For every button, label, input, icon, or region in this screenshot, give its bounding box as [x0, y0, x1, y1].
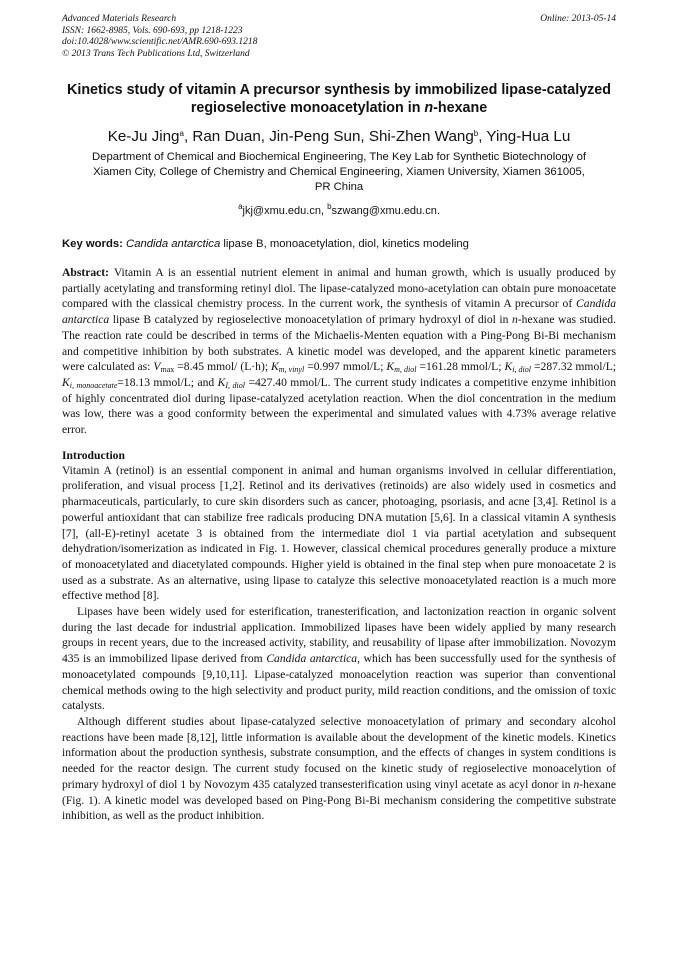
para3-italic: n	[573, 777, 580, 791]
journal-name: Advanced Materials Research	[62, 14, 177, 24]
title-main: Kinetics study of vitamin A precursor synthesis by immobilized lipase-catalyzed regioselective monoacetylation in	[67, 82, 611, 116]
affiliation-line-1: Department of Chemical and Biochemical Engineering, The Key Lab for Synthetic Biotechnology of	[92, 151, 586, 163]
introduction-heading: Introduction	[62, 448, 125, 462]
ki-diol-symbol: K	[504, 360, 513, 374]
copyright-line: © 2013 Trans Tech Publications Ltd, Switzerland	[62, 48, 250, 59]
author-list	[62, 127, 616, 146]
keywords-italic: Candida antarctica	[126, 238, 221, 250]
kI-diol-value: =427.40 mmol/L. The current study indicates a competitive enzyme inhibition of highly concentrated diol during lipase-catalyzed acetylation reaction. When the diol concentration in the medium was low, there was a good conformity between the experimental and simulated values with 4.73% average relative error.	[62, 375, 617, 437]
author-emails	[62, 204, 616, 218]
author-1: Ke-Ju Jing	[107, 128, 180, 145]
abstract-text-1: Vitamin A is an essential nutrient element in animal and human growth, which is usually produced by partially acetylating and transforming retinyl diol. The lipase-catalyzed mono-acetylation can obtain pure monoacetate compared with the classical chemistry process. In the current work, the synthesis of vitamin A precursor of	[62, 266, 617, 311]
keywords-text: lipase B, monoacetylation, diol, kinetics modeling	[220, 238, 469, 250]
ki-monoacetate-subscript: i, monoacetate	[69, 380, 118, 390]
abstract	[62, 265, 616, 438]
email-b-sup: b	[327, 202, 332, 211]
km-vinyl-symbol: K	[271, 360, 279, 374]
para2-text-1: Lipases have been widely used for esterification, tranesterification, and lactonization reaction in organic solvent during the last decade for industrial application. Immobilized lipases have been widely applied by many research groups in recent years, due to the increased activity, stability, and reusability of lipase after immobilization. Novozym 435 is an immobilized lipase derived from	[62, 605, 616, 666]
abstract-label: Abstract:	[62, 266, 114, 279]
km-vinyl-subscript: m, vinyl	[278, 365, 305, 375]
affiliation-line-3: PR China	[314, 181, 364, 193]
paper-title	[62, 81, 616, 117]
abstract-italic-2: n	[512, 313, 518, 327]
title-tail: -hexane	[433, 100, 488, 116]
introduction-paragraph-1: Vitamin A (retinol) is an essential component in animal and human organisms involved in cellular differentiation, proliferation, and visual process [1,2]. Retinol and its derivatives (retinoids) are also widely used in cosmetics and pharmaceuticals, particularly, to cure skin disorders such as cancer, photoaging, psoriasis, and acne [3,4]. Retinol is a powerful antioxidant that can stabilize free radicals producing DNA mutation [5,6]. In a classical vitamin A synthesis [7], (all-E)-retinyl acetate 3 is obtained from the intermediate diol 1 via partial acetylation and subsequent dehydration/isomerization as indicated in Fig. 1. However, classical chemical procedures generally produce a mixture of monoacetylated and diacetylated compounds. Higher yield is obtained in the final step when pure monoacetate 2 is used as a substrate. As an alternative, using lipase to catalyze this selective monoacetylated reaction is a much more effective method [8].	[62, 463, 616, 603]
email-a: jkj@xmu.edu.cn,	[242, 205, 328, 217]
email-b: szwang@xmu.edu.cn.	[331, 205, 440, 217]
affiliation	[62, 150, 616, 195]
km-diol-subscript: m, diol	[394, 365, 417, 375]
ki-diol-value: =287.32 mmol/L;	[531, 360, 616, 374]
vmax-value: =8.45 mmol/ (L·h);	[174, 360, 272, 374]
abstract-italic-1: Candida antarctica	[62, 297, 616, 327]
authors-middle: , Ran Duan, Jin-Peng Sun, Shi-Zhen Wang	[183, 128, 474, 145]
affiliation-line-2: Xiamen City, College of Chemistry and Chemical Engineering, Xiamen University, Xiamen 361005,	[93, 166, 585, 178]
title-italic: n	[424, 100, 434, 116]
introduction-paragraph-3	[62, 714, 616, 824]
keywords	[62, 237, 616, 251]
abstract-text-3: -hexane was studied. The reaction rate could be described in terms of the Michaelis-Menten equation with a Ping-Pong Bi-Bi mechanism and competitive inhibition by both substrates. A kinetic model was developed, and the apparent kinetic parameters were calculated as:	[62, 313, 616, 374]
author-1-sup: a	[179, 129, 184, 138]
authors-last: , Ying-Hua Lu	[478, 128, 571, 145]
km-vinyl-value: =0.997 mmol/L;	[304, 360, 387, 374]
para2-text-2: , which has been successfully used for the synthesis of monoacetylated compounds [9,10,11]. Lipase-catalyzed monoacelytion reaction was superior than conventional chemical methods owing to the high selectivity and product purity, mild reaction conditions, and the omission of toxic catalysts.	[62, 652, 616, 713]
introduction-paragraph-2	[62, 604, 616, 714]
kI-diol-symbol: K	[217, 375, 226, 389]
km-diol-symbol: K	[386, 360, 395, 374]
abstract-text-2: lipase B catalyzed by regioselective monoacetylation of primary hydroxyl of diol in	[109, 313, 512, 327]
ki-monoacetate-value: =18.13 mmol/L; and	[117, 375, 218, 389]
vmax-symbol: V	[153, 360, 161, 374]
email-a-sup: a	[238, 202, 243, 211]
kI-diol-subscript: I, diol	[225, 380, 246, 390]
km-diol-value: =161.28 mmol/L;	[416, 360, 505, 374]
doi-line: doi:10.4028/www.scientific.net/AMR.690-693.1218	[62, 37, 258, 47]
para2-italic: Candida antarctica	[266, 652, 358, 666]
author-4-sup: b	[473, 129, 479, 138]
issn-line: ISSN: 1662-8985, Vols. 690-693, pp 1218-1223	[62, 25, 243, 36]
online-date: Online: 2013-05-14	[540, 14, 616, 24]
keywords-label: Key words:	[62, 238, 127, 250]
vmax-subscript: max	[160, 365, 175, 375]
journal-header	[62, 14, 616, 60]
para3-text-2: -hexane (Fig. 1). A kinetic model was developed based on Ping-Pong Bi-Bi mechanism considering the competitive substrate inhibition, as well as the product inhibition.	[62, 777, 616, 823]
para3-text-1: Although different studies about lipase-catalyzed selective monoacetylation of primary and secondary alcohol reactions have been made [8,12], little information is available about the development of the kinetic models. Kinetics information about the production synthesis, substrate consumption, and the effects of changes in system conditions is needed for the reactor design. The current study focused on the kinetic study of regioselective monoacelytion of primary hydroxyl of diol 1 by Novozym 435 catalyzed transesterification using vinyl acetate as acyl donor in	[62, 714, 616, 791]
ki-diol-subscript: i, diol	[512, 365, 531, 375]
ki-monoacetate-symbol: K	[62, 375, 70, 389]
